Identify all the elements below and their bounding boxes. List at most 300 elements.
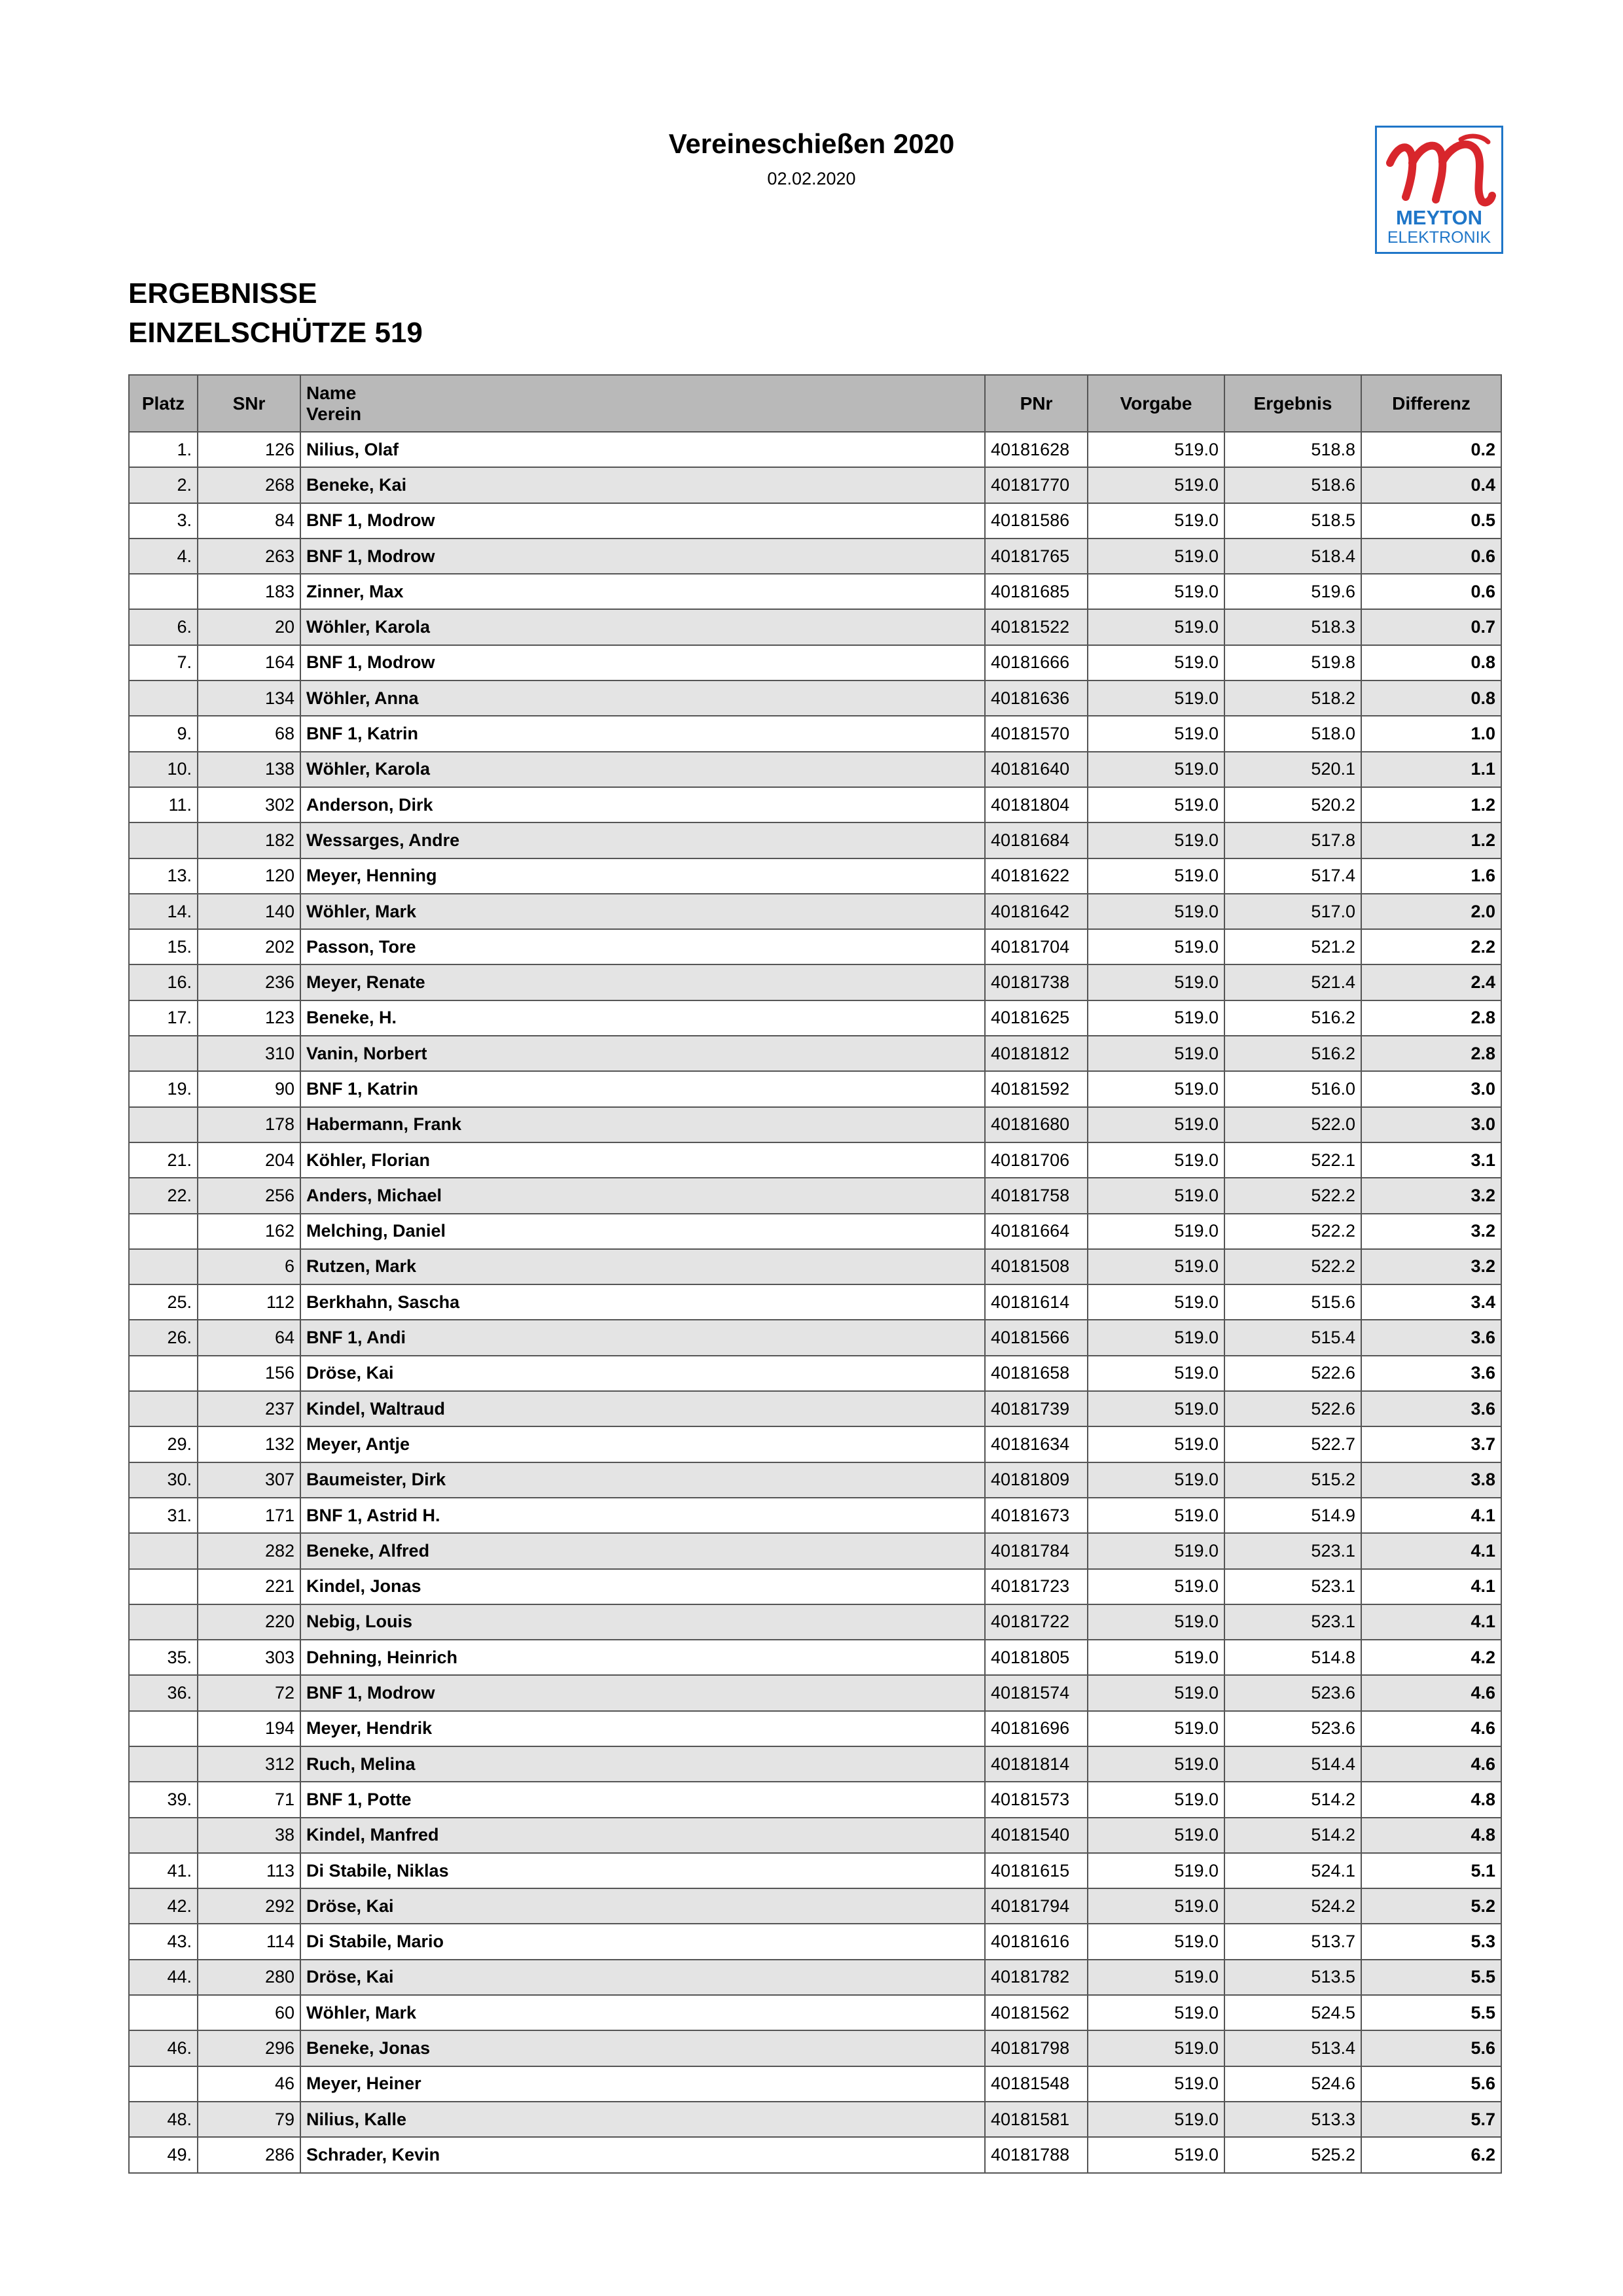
table-row bbox=[129, 1391, 1501, 1426]
cell-ergebnis: 523.6 bbox=[1224, 1675, 1361, 1710]
cell-pnr: 40181566 bbox=[985, 1320, 1088, 1355]
cell-platz: 22. bbox=[129, 1178, 198, 1213]
cell-vorgabe: 519.0 bbox=[1088, 1924, 1224, 1959]
table-row bbox=[129, 1426, 1501, 1462]
cell-name: Wöhler, Karola bbox=[300, 609, 985, 645]
cell-snr: 302 bbox=[198, 787, 300, 822]
cell-pnr: 40181684 bbox=[985, 822, 1088, 858]
cell-name: Dröse, Kai bbox=[300, 1960, 985, 1995]
cell-name: Wöhler, Karola bbox=[300, 752, 985, 787]
cell-differenz: 0.8 bbox=[1361, 680, 1501, 716]
table-row bbox=[129, 752, 1501, 787]
cell-differenz: 3.6 bbox=[1361, 1320, 1501, 1355]
cell-platz bbox=[129, 1391, 198, 1426]
table-row bbox=[129, 1995, 1501, 2030]
cell-differenz: 4.8 bbox=[1361, 1782, 1501, 1817]
cell-vorgabe: 519.0 bbox=[1088, 929, 1224, 964]
cell-name: Kindel, Waltraud bbox=[300, 1391, 985, 1426]
cell-name: BNF 1, Astrid H. bbox=[300, 1498, 985, 1533]
cell-vorgabe: 519.0 bbox=[1088, 1462, 1224, 1498]
cell-ergebnis: 514.9 bbox=[1224, 1498, 1361, 1533]
cell-pnr: 40181758 bbox=[985, 1178, 1088, 1213]
cell-snr: 72 bbox=[198, 1675, 300, 1710]
cell-differenz: 2.2 bbox=[1361, 929, 1501, 964]
cell-differenz: 5.2 bbox=[1361, 1888, 1501, 1924]
cell-ergebnis: 514.2 bbox=[1224, 1818, 1361, 1853]
cell-name: Meyer, Renate bbox=[300, 964, 985, 1000]
table-row bbox=[129, 1960, 1501, 1995]
cell-platz: 48. bbox=[129, 2102, 198, 2137]
cell-pnr: 40181642 bbox=[985, 894, 1088, 929]
cell-pnr: 40181625 bbox=[985, 1000, 1088, 1036]
cell-vorgabe: 519.0 bbox=[1088, 894, 1224, 929]
cell-pnr: 40181680 bbox=[985, 1107, 1088, 1142]
cell-differenz: 3.2 bbox=[1361, 1249, 1501, 1284]
cell-ergebnis: 517.0 bbox=[1224, 894, 1361, 929]
cell-vorgabe: 519.0 bbox=[1088, 1640, 1224, 1675]
table-row bbox=[129, 716, 1501, 751]
header-verein: Verein bbox=[306, 403, 362, 424]
cell-pnr: 40181570 bbox=[985, 716, 1088, 751]
cell-vorgabe: 519.0 bbox=[1088, 432, 1224, 467]
document-title: Vereineschießen 2020 bbox=[668, 128, 955, 159]
cell-ergebnis: 524.1 bbox=[1224, 1853, 1361, 1888]
cell-snr: 183 bbox=[198, 574, 300, 609]
cell-snr: 194 bbox=[198, 1711, 300, 1746]
cell-ergebnis: 518.6 bbox=[1224, 467, 1361, 503]
cell-name: Köhler, Florian bbox=[300, 1142, 985, 1178]
cell-vorgabe: 519.0 bbox=[1088, 1818, 1224, 1853]
cell-vorgabe: 519.0 bbox=[1088, 2066, 1224, 2102]
cell-ergebnis: 517.8 bbox=[1224, 822, 1361, 858]
cell-differenz: 5.7 bbox=[1361, 2102, 1501, 2137]
cell-differenz: 5.6 bbox=[1361, 2030, 1501, 2066]
cell-pnr: 40181814 bbox=[985, 1746, 1088, 1782]
table-row bbox=[129, 1284, 1501, 1320]
cell-platz bbox=[129, 1604, 198, 1640]
cell-ergebnis: 524.2 bbox=[1224, 1888, 1361, 1924]
cell-platz: 3. bbox=[129, 503, 198, 539]
cell-platz: 49. bbox=[129, 2137, 198, 2172]
cell-vorgabe: 519.0 bbox=[1088, 1356, 1224, 1391]
cell-platz: 43. bbox=[129, 1924, 198, 1959]
cell-ergebnis: 514.8 bbox=[1224, 1640, 1361, 1675]
table-row bbox=[129, 1000, 1501, 1036]
cell-name: Dröse, Kai bbox=[300, 1356, 985, 1391]
cell-ergebnis: 522.2 bbox=[1224, 1249, 1361, 1284]
table-row bbox=[129, 1746, 1501, 1782]
cell-platz: 26. bbox=[129, 1320, 198, 1355]
cell-platz: 10. bbox=[129, 752, 198, 787]
meyton-m-icon bbox=[1383, 132, 1496, 209]
cell-vorgabe: 519.0 bbox=[1088, 1711, 1224, 1746]
cell-ergebnis: 513.7 bbox=[1224, 1924, 1361, 1959]
cell-pnr: 40181738 bbox=[985, 964, 1088, 1000]
cell-pnr: 40181548 bbox=[985, 2066, 1088, 2102]
cell-name: Wöhler, Mark bbox=[300, 894, 985, 929]
cell-pnr: 40181615 bbox=[985, 1853, 1088, 1888]
cell-pnr: 40181664 bbox=[985, 1214, 1088, 1249]
cell-differenz: 3.2 bbox=[1361, 1214, 1501, 1249]
cell-snr: 178 bbox=[198, 1107, 300, 1142]
cell-pnr: 40181522 bbox=[985, 609, 1088, 645]
cell-snr: 38 bbox=[198, 1818, 300, 1853]
cell-name: Passon, Tore bbox=[300, 929, 985, 964]
cell-differenz: 2.8 bbox=[1361, 1000, 1501, 1036]
results-body bbox=[129, 432, 1501, 2173]
logo-sub-text: ELEKTRONIK bbox=[1387, 228, 1491, 247]
table-row bbox=[129, 1320, 1501, 1355]
cell-differenz: 3.4 bbox=[1361, 1284, 1501, 1320]
cell-platz: 41. bbox=[129, 1853, 198, 1888]
cell-ergebnis: 522.1 bbox=[1224, 1142, 1361, 1178]
header-pnr: PNr bbox=[985, 375, 1088, 432]
table-row bbox=[129, 432, 1501, 467]
cell-differenz: 2.4 bbox=[1361, 964, 1501, 1000]
cell-differenz: 4.1 bbox=[1361, 1604, 1501, 1640]
cell-platz: 30. bbox=[129, 1462, 198, 1498]
logo-brand-text: MEYTON bbox=[1395, 206, 1483, 229]
cell-ergebnis: 523.1 bbox=[1224, 1569, 1361, 1604]
header-differenz: Differenz bbox=[1361, 375, 1501, 432]
cell-pnr: 40181805 bbox=[985, 1640, 1088, 1675]
cell-name: Meyer, Hendrik bbox=[300, 1711, 985, 1746]
cell-differenz: 3.0 bbox=[1361, 1071, 1501, 1106]
cell-pnr: 40181704 bbox=[985, 929, 1088, 964]
cell-vorgabe: 519.0 bbox=[1088, 645, 1224, 680]
cell-snr: 286 bbox=[198, 2137, 300, 2172]
cell-name: Beneke, Kai bbox=[300, 467, 985, 503]
cell-platz: 25. bbox=[129, 1284, 198, 1320]
table-row bbox=[129, 1036, 1501, 1071]
cell-snr: 140 bbox=[198, 894, 300, 929]
cell-vorgabe: 519.0 bbox=[1088, 1853, 1224, 1888]
cell-vorgabe: 519.0 bbox=[1088, 1746, 1224, 1782]
cell-pnr: 40181634 bbox=[985, 1426, 1088, 1462]
cell-snr: 236 bbox=[198, 964, 300, 1000]
cell-snr: 256 bbox=[198, 1178, 300, 1213]
header-name: Name bbox=[306, 382, 357, 403]
cell-snr: 113 bbox=[198, 1853, 300, 1888]
table-row bbox=[129, 1214, 1501, 1249]
cell-snr: 182 bbox=[198, 822, 300, 858]
cell-vorgabe: 519.0 bbox=[1088, 467, 1224, 503]
cell-name: Beneke, Alfred bbox=[300, 1533, 985, 1568]
cell-vorgabe: 519.0 bbox=[1088, 964, 1224, 1000]
cell-vorgabe: 519.0 bbox=[1088, 1782, 1224, 1817]
table-row bbox=[129, 1924, 1501, 1959]
cell-name: Dröse, Kai bbox=[300, 1888, 985, 1924]
cell-pnr: 40181616 bbox=[985, 1924, 1088, 1959]
table-row bbox=[129, 503, 1501, 539]
cell-platz bbox=[129, 1818, 198, 1853]
results-table bbox=[128, 374, 1502, 2174]
header-vorgabe: Vorgabe bbox=[1088, 375, 1224, 432]
cell-name: BNF 1, Potte bbox=[300, 1782, 985, 1817]
cell-snr: 307 bbox=[198, 1462, 300, 1498]
cell-ergebnis: 518.3 bbox=[1224, 609, 1361, 645]
cell-pnr: 40181508 bbox=[985, 1249, 1088, 1284]
section-heading: ERGEBNISSE bbox=[128, 277, 317, 309]
cell-platz: 17. bbox=[129, 1000, 198, 1036]
cell-ergebnis: 514.4 bbox=[1224, 1746, 1361, 1782]
cell-differenz: 4.8 bbox=[1361, 1818, 1501, 1853]
cell-name: Zinner, Max bbox=[300, 574, 985, 609]
cell-name: Baumeister, Dirk bbox=[300, 1462, 985, 1498]
cell-snr: 138 bbox=[198, 752, 300, 787]
table-row bbox=[129, 1178, 1501, 1213]
cell-differenz: 4.6 bbox=[1361, 1711, 1501, 1746]
cell-name: Melching, Daniel bbox=[300, 1214, 985, 1249]
cell-vorgabe: 519.0 bbox=[1088, 1071, 1224, 1106]
cell-platz: 46. bbox=[129, 2030, 198, 2066]
cell-pnr: 40181581 bbox=[985, 2102, 1088, 2137]
cell-name: Nebig, Louis bbox=[300, 1604, 985, 1640]
table-row bbox=[129, 1071, 1501, 1106]
cell-vorgabe: 519.0 bbox=[1088, 1249, 1224, 1284]
cell-vorgabe: 519.0 bbox=[1088, 1569, 1224, 1604]
cell-pnr: 40181782 bbox=[985, 1960, 1088, 1995]
cell-differenz: 3.6 bbox=[1361, 1356, 1501, 1391]
cell-name: Nilius, Olaf bbox=[300, 432, 985, 467]
cell-snr: 123 bbox=[198, 1000, 300, 1036]
cell-vorgabe: 519.0 bbox=[1088, 822, 1224, 858]
cell-differenz: 2.8 bbox=[1361, 1036, 1501, 1071]
cell-snr: 120 bbox=[198, 858, 300, 894]
cell-name: BNF 1, Andi bbox=[300, 1320, 985, 1355]
cell-vorgabe: 519.0 bbox=[1088, 1036, 1224, 1071]
table-row bbox=[129, 1604, 1501, 1640]
cell-ergebnis: 513.5 bbox=[1224, 1960, 1361, 1995]
cell-ergebnis: 517.4 bbox=[1224, 858, 1361, 894]
cell-snr: 204 bbox=[198, 1142, 300, 1178]
document-date: 02.02.2020 bbox=[767, 169, 856, 188]
cell-pnr: 40181574 bbox=[985, 1675, 1088, 1710]
cell-pnr: 40181640 bbox=[985, 752, 1088, 787]
cell-platz: 21. bbox=[129, 1142, 198, 1178]
cell-pnr: 40181788 bbox=[985, 2137, 1088, 2172]
cell-name: BNF 1, Katrin bbox=[300, 716, 985, 751]
cell-name: Anderson, Dirk bbox=[300, 787, 985, 822]
cell-vorgabe: 519.0 bbox=[1088, 539, 1224, 574]
cell-differenz: 1.2 bbox=[1361, 822, 1501, 858]
table-row bbox=[129, 467, 1501, 503]
cell-pnr: 40181614 bbox=[985, 1284, 1088, 1320]
cell-differenz: 0.6 bbox=[1361, 574, 1501, 609]
table-row bbox=[129, 574, 1501, 609]
table-row bbox=[129, 1711, 1501, 1746]
table-row bbox=[129, 2102, 1501, 2137]
cell-snr: 296 bbox=[198, 2030, 300, 2066]
cell-differenz: 5.6 bbox=[1361, 2066, 1501, 2102]
cell-name: BNF 1, Modrow bbox=[300, 645, 985, 680]
cell-platz: 4. bbox=[129, 539, 198, 574]
cell-pnr: 40181722 bbox=[985, 1604, 1088, 1640]
cell-pnr: 40181636 bbox=[985, 680, 1088, 716]
table-row bbox=[129, 2030, 1501, 2066]
cell-differenz: 0.2 bbox=[1361, 432, 1501, 467]
cell-ergebnis: 520.1 bbox=[1224, 752, 1361, 787]
cell-snr: 263 bbox=[198, 539, 300, 574]
table-row bbox=[129, 964, 1501, 1000]
cell-pnr: 40181812 bbox=[985, 1036, 1088, 1071]
cell-differenz: 5.3 bbox=[1361, 1924, 1501, 1959]
cell-snr: 312 bbox=[198, 1746, 300, 1782]
cell-snr: 114 bbox=[198, 1924, 300, 1959]
cell-platz: 36. bbox=[129, 1675, 198, 1710]
cell-vorgabe: 519.0 bbox=[1088, 1533, 1224, 1568]
cell-differenz: 0.4 bbox=[1361, 467, 1501, 503]
table-row bbox=[129, 1107, 1501, 1142]
cell-snr: 202 bbox=[198, 929, 300, 964]
cell-ergebnis: 522.0 bbox=[1224, 1107, 1361, 1142]
table-row bbox=[129, 539, 1501, 574]
cell-platz bbox=[129, 1036, 198, 1071]
cell-vorgabe: 519.0 bbox=[1088, 1214, 1224, 1249]
table-row bbox=[129, 858, 1501, 894]
cell-vorgabe: 519.0 bbox=[1088, 1960, 1224, 1995]
cell-ergebnis: 518.8 bbox=[1224, 432, 1361, 467]
cell-vorgabe: 519.0 bbox=[1088, 1391, 1224, 1426]
cell-pnr: 40181784 bbox=[985, 1533, 1088, 1568]
cell-snr: 292 bbox=[198, 1888, 300, 1924]
cell-differenz: 2.0 bbox=[1361, 894, 1501, 929]
cell-differenz: 5.1 bbox=[1361, 1853, 1501, 1888]
cell-differenz: 5.5 bbox=[1361, 1995, 1501, 2030]
table-row bbox=[129, 1498, 1501, 1533]
cell-snr: 126 bbox=[198, 432, 300, 467]
table-header-row bbox=[129, 375, 1501, 432]
cell-snr: 6 bbox=[198, 1249, 300, 1284]
cell-platz: 35. bbox=[129, 1640, 198, 1675]
cell-snr: 112 bbox=[198, 1284, 300, 1320]
cell-vorgabe: 519.0 bbox=[1088, 574, 1224, 609]
cell-name: Kindel, Jonas bbox=[300, 1569, 985, 1604]
cell-pnr: 40181573 bbox=[985, 1782, 1088, 1817]
cell-snr: 171 bbox=[198, 1498, 300, 1533]
cell-name: BNF 1, Katrin bbox=[300, 1071, 985, 1106]
cell-pnr: 40181622 bbox=[985, 858, 1088, 894]
cell-platz: 1. bbox=[129, 432, 198, 467]
cell-platz: 13. bbox=[129, 858, 198, 894]
cell-vorgabe: 519.0 bbox=[1088, 1320, 1224, 1355]
cell-ergebnis: 524.5 bbox=[1224, 1995, 1361, 2030]
cell-vorgabe: 519.0 bbox=[1088, 503, 1224, 539]
cell-snr: 84 bbox=[198, 503, 300, 539]
cell-name: Schrader, Kevin bbox=[300, 2137, 985, 2172]
cell-platz: 39. bbox=[129, 1782, 198, 1817]
cell-pnr: 40181586 bbox=[985, 503, 1088, 539]
cell-pnr: 40181706 bbox=[985, 1142, 1088, 1178]
cell-snr: 221 bbox=[198, 1569, 300, 1604]
cell-vorgabe: 519.0 bbox=[1088, 1995, 1224, 2030]
cell-ergebnis: 518.2 bbox=[1224, 680, 1361, 716]
cell-vorgabe: 519.0 bbox=[1088, 752, 1224, 787]
cell-ergebnis: 515.2 bbox=[1224, 1462, 1361, 1498]
cell-snr: 156 bbox=[198, 1356, 300, 1391]
cell-platz bbox=[129, 1746, 198, 1782]
cell-snr: 132 bbox=[198, 1426, 300, 1462]
cell-snr: 310 bbox=[198, 1036, 300, 1071]
table-row bbox=[129, 1675, 1501, 1710]
cell-differenz: 3.8 bbox=[1361, 1462, 1501, 1498]
cell-differenz: 4.6 bbox=[1361, 1746, 1501, 1782]
cell-pnr: 40181562 bbox=[985, 1995, 1088, 2030]
cell-snr: 134 bbox=[198, 680, 300, 716]
cell-platz bbox=[129, 1107, 198, 1142]
table-row bbox=[129, 2137, 1501, 2172]
cell-platz bbox=[129, 1569, 198, 1604]
table-row bbox=[129, 1462, 1501, 1498]
cell-snr: 71 bbox=[198, 1782, 300, 1817]
cell-vorgabe: 519.0 bbox=[1088, 609, 1224, 645]
cell-name: Beneke, H. bbox=[300, 1000, 985, 1036]
cell-pnr: 40181739 bbox=[985, 1391, 1088, 1426]
cell-pnr: 40181685 bbox=[985, 574, 1088, 609]
cell-snr: 220 bbox=[198, 1604, 300, 1640]
cell-name: Berkhahn, Sascha bbox=[300, 1284, 985, 1320]
cell-platz: 6. bbox=[129, 609, 198, 645]
cell-snr: 68 bbox=[198, 716, 300, 751]
table-row bbox=[129, 609, 1501, 645]
table-row bbox=[129, 1249, 1501, 1284]
cell-vorgabe: 519.0 bbox=[1088, 2102, 1224, 2137]
table-row bbox=[129, 680, 1501, 716]
cell-ergebnis: 520.2 bbox=[1224, 787, 1361, 822]
cell-vorgabe: 519.0 bbox=[1088, 2030, 1224, 2066]
cell-ergebnis: 524.6 bbox=[1224, 2066, 1361, 2102]
cell-platz bbox=[129, 1711, 198, 1746]
cell-name: Meyer, Henning bbox=[300, 858, 985, 894]
cell-pnr: 40181723 bbox=[985, 1569, 1088, 1604]
cell-ergebnis: 516.2 bbox=[1224, 1000, 1361, 1036]
cell-differenz: 3.6 bbox=[1361, 1391, 1501, 1426]
cell-snr: 64 bbox=[198, 1320, 300, 1355]
cell-differenz: 1.1 bbox=[1361, 752, 1501, 787]
cell-differenz: 6.2 bbox=[1361, 2137, 1501, 2172]
cell-name: BNF 1, Modrow bbox=[300, 1675, 985, 1710]
table-row bbox=[129, 1782, 1501, 1817]
cell-differenz: 3.2 bbox=[1361, 1178, 1501, 1213]
cell-differenz: 5.5 bbox=[1361, 1960, 1501, 1995]
cell-vorgabe: 519.0 bbox=[1088, 1498, 1224, 1533]
cell-platz bbox=[129, 1533, 198, 1568]
cell-pnr: 40181658 bbox=[985, 1356, 1088, 1391]
cell-platz: 11. bbox=[129, 787, 198, 822]
cell-ergebnis: 523.1 bbox=[1224, 1533, 1361, 1568]
cell-vorgabe: 519.0 bbox=[1088, 716, 1224, 751]
cell-differenz: 0.5 bbox=[1361, 503, 1501, 539]
cell-vorgabe: 519.0 bbox=[1088, 787, 1224, 822]
cell-name: Meyer, Heiner bbox=[300, 2066, 985, 2102]
table-row bbox=[129, 1356, 1501, 1391]
cell-differenz: 1.0 bbox=[1361, 716, 1501, 751]
cell-ergebnis: 523.1 bbox=[1224, 1604, 1361, 1640]
cell-name: Vanin, Norbert bbox=[300, 1036, 985, 1071]
cell-differenz: 0.6 bbox=[1361, 539, 1501, 574]
cell-ergebnis: 516.0 bbox=[1224, 1071, 1361, 1106]
cell-pnr: 40181696 bbox=[985, 1711, 1088, 1746]
cell-ergebnis: 522.6 bbox=[1224, 1356, 1361, 1391]
cell-name: Nilius, Kalle bbox=[300, 2102, 985, 2137]
cell-ergebnis: 525.2 bbox=[1224, 2137, 1361, 2172]
cell-platz: 15. bbox=[129, 929, 198, 964]
cell-platz bbox=[129, 822, 198, 858]
table-row bbox=[129, 2066, 1501, 2102]
cell-name: Kindel, Manfred bbox=[300, 1818, 985, 1853]
cell-ergebnis: 522.2 bbox=[1224, 1214, 1361, 1249]
cell-vorgabe: 519.0 bbox=[1088, 1142, 1224, 1178]
